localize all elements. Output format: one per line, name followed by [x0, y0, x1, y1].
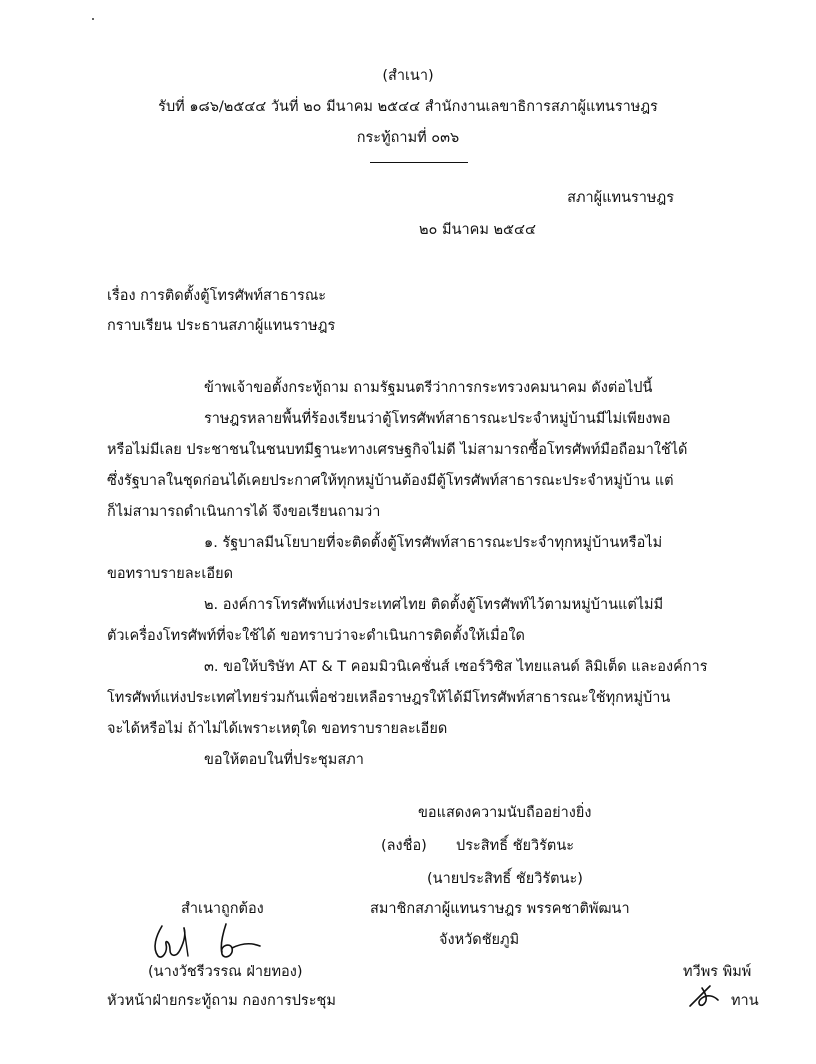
copy-label: (สำเนา) — [382, 68, 434, 84]
question-number: กระทู้ถามที่ ๐๓๖ — [356, 130, 460, 146]
question-2-line: ๒. องค์การโทรศัพท์แห่งประเทศไทย ติดตั้งตู้โทรศัพท์ไว้ตามหมู่บ้านแต่ไม่มี — [204, 597, 664, 613]
question-3-line: โทรศัพท์แห่งประเทศไทยร่วมกันเพื่อช่วยเหลือราษฎรให้ได้มีโทรศัพท์สาธารณะใช้ทุกหมู่บ้าน — [107, 690, 671, 706]
closing-request: ขอให้ตอบในที่ประชุมสภา — [204, 752, 364, 768]
body-line: ซึ่งรัฐบาลในชุดก่อนได้เคยประกาศให้ทุกหมู่บ้านต้องมีตู้โทรศัพท์สาธารณะประจำหมู่บ้าน แต่ — [107, 473, 674, 489]
sender-place: สภาผู้แทนราษฎร — [567, 190, 674, 206]
received-line: รับที่ ๑๘๖/๒๕๔๔ วันที่ ๒๐ มีนาคม ๒๕๔๔ สำนักงานเลขาธิการสภาผู้แทนราษฎร — [158, 99, 658, 115]
respect-closing: ขอแสดงความนับถืออย่างยิ่ง — [418, 805, 592, 821]
body-line: ก็ไม่สามารถดำเนินการได้ จึงขอเรียนถามว่า — [107, 504, 381, 520]
question-3-line: จะได้หรือไม่ ถ้าไม่ได้เพราะเหตุใด ขอทราบรายละเอียด — [107, 721, 448, 737]
checker-initial — [684, 982, 724, 1010]
typist-name: ทวีพร พิมพ์ — [683, 964, 752, 980]
signer-province: จังหวัดชัยภูมิ — [439, 932, 520, 948]
question-3-line: ๓. ขอให้บริษัท AT & T คอมมิวนิเคชั่นส์ เซอร์วิซิส ไทยแลนด์ ลิมิเต็ด และองค์การ — [204, 659, 708, 675]
subject: เรื่อง การติดตั้งตู้โทรศัพท์สาธารณะ — [107, 288, 327, 304]
question-1-line: ๑. รัฐบาลมีนโยบายที่จะติดตั้งตู้โทรศัพท์สาธารณะประจำทุกหมู่บ้านหรือไม่ — [204, 535, 663, 551]
question-2-line: ตัวเครื่องโทรศัพท์ที่จะใช้ได้ ขอทราบว่าจะดำเนินการติดตั้งให้เมื่อใด — [107, 628, 525, 644]
signed-name: ประสิทธิ์ ชัยวิรัตนะ — [456, 838, 575, 854]
body-line: หรือไม่มีเลย ประชาชนในชนบทมีฐานะทางเศรษฐกิจไม่ดี ไม่สามารถซื้อโทรศัพท์มือถือมาใช้ได้ — [107, 442, 688, 458]
certifier-signature — [148, 922, 268, 964]
salutation: กราบเรียน ประธานสภาผู้แทนราษฎร — [107, 318, 336, 334]
intro-paragraph: ข้าพเจ้าขอตั้งกระทู้ถาม ถามรัฐมนตรีว่าการกระทรวงคมนาคม ดังต่อไปนี้ — [204, 380, 653, 396]
certifier-title: หัวหน้าฝ่ายกระทู้ถาม กองการประชุม — [107, 993, 336, 1009]
body-line: ราษฎรหลายพื้นที่ร้องเรียนว่าตู้โทรศัพท์สาธารณะประจำหมู่บ้านมีไม่เพียงพอ — [204, 411, 671, 427]
letter-date: ๒๐ มีนาคม ๒๕๔๔ — [419, 222, 536, 238]
certified-copy-label: สำเนาถูกต้อง — [181, 901, 264, 917]
certifier-name: (นางวัชรีวรรณ ฝ่ายทอง) — [148, 964, 303, 980]
checker-label: ทาน — [731, 993, 759, 1009]
signer-position: สมาชิกสภาผู้แทนราษฎร พรรคชาติพัฒนา — [370, 901, 630, 917]
signed-label: (ลงชื่อ) — [381, 838, 427, 854]
question-1-line: ขอทราบรายละเอียด — [107, 566, 233, 582]
header-divider — [370, 162, 468, 163]
signer-full-name: (นายประสิทธิ์ ชัยวิรัตนะ) — [427, 871, 583, 887]
scan-speck — [92, 18, 94, 20]
